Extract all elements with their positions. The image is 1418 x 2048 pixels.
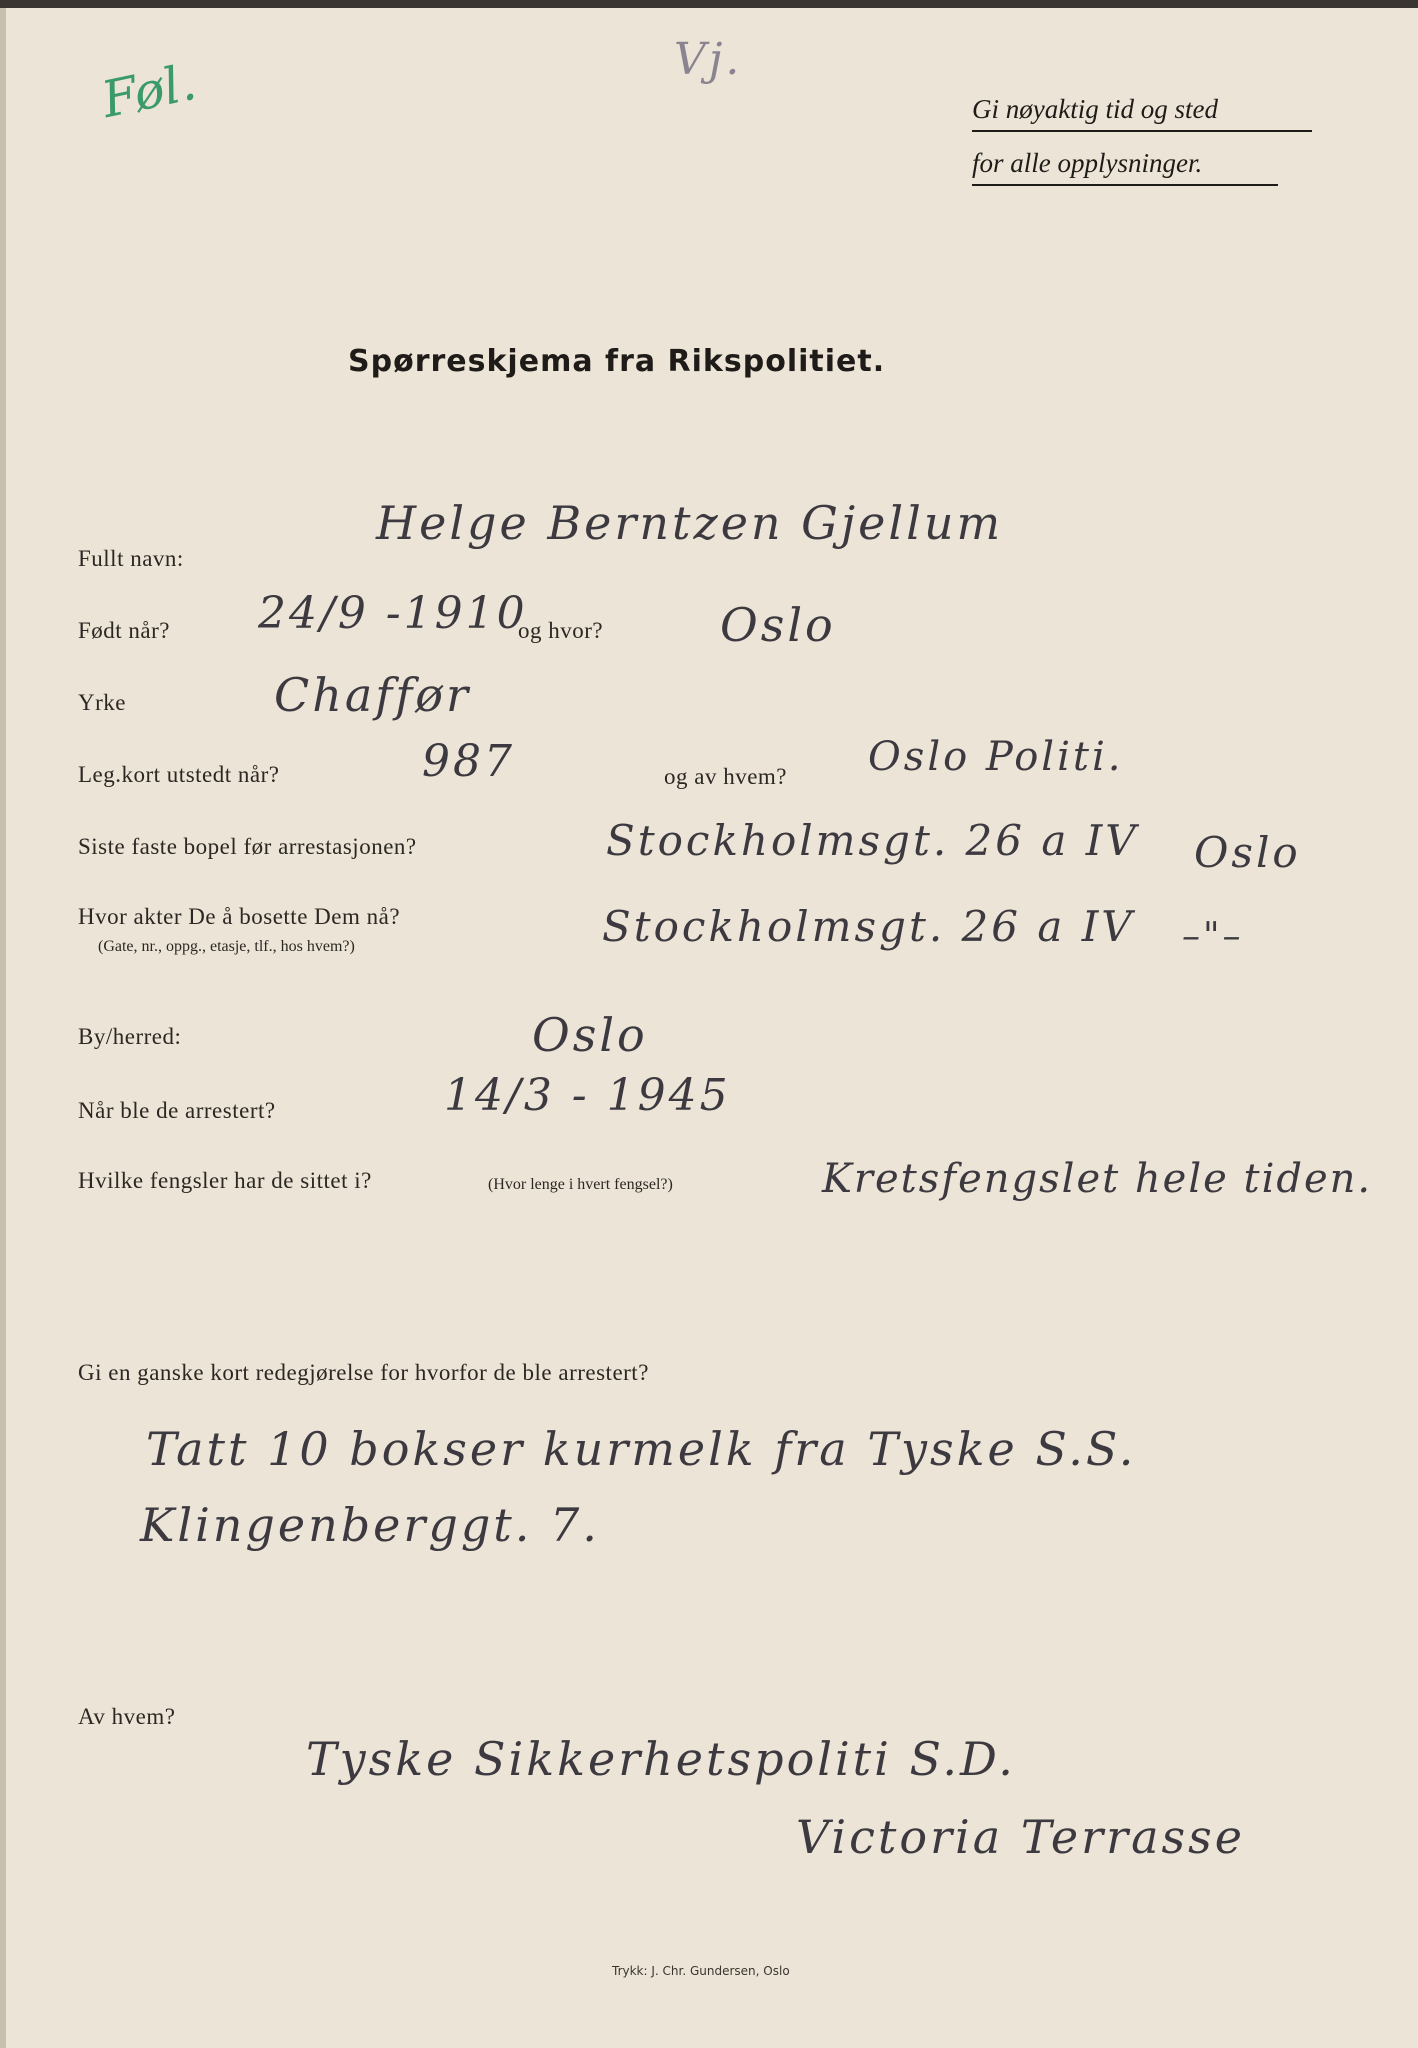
municipality-label: By/herred: xyxy=(78,1024,182,1049)
notice-underline-2 xyxy=(972,184,1278,186)
intended-residence-sublabel: (Gate, nr., oppg., etasje, tlf., hos hvem?) xyxy=(98,938,355,955)
notice-underline-1 xyxy=(972,130,1312,132)
notice-line-2: for alle opplysninger. xyxy=(972,148,1203,178)
id-card-issuer-value: Oslo Politi. xyxy=(868,734,1124,780)
pencil-initial-mark: Vj. xyxy=(674,34,743,85)
form-title: Spørreskjema fra Rikspolitiet. xyxy=(348,344,886,379)
prisons-sublabel: (Hvor lenge i hvert fengsel?) xyxy=(488,1176,673,1193)
full-name-label: Fullt navn: xyxy=(78,546,184,571)
intended-residence-value: Stockholmsgt. 26 a IV xyxy=(602,902,1135,951)
id-card-issued-value: 987 xyxy=(422,736,515,787)
arrested-by-label: Av hvem? xyxy=(78,1704,176,1729)
questionnaire-page xyxy=(0,8,1418,2048)
born-when-label: Født når? xyxy=(78,618,171,643)
top-edge xyxy=(0,0,1418,8)
arrest-reason-label: Gi en ganske kort redegjørelse for hvorfor de ble arrestert? xyxy=(78,1360,649,1385)
intended-residence-ditto: –"– xyxy=(1182,916,1244,957)
arrested-by-line-1: Tyske Sikkerhetspoliti S.D. xyxy=(306,1732,1016,1786)
notice-line-1: Gi nøyaktig tid og sted xyxy=(972,94,1218,124)
id-card-issuer-label: og av hvem? xyxy=(664,764,788,789)
prisons-value: Kretsfengslet hele tiden. xyxy=(822,1156,1373,1202)
last-residence-label: Siste faste bopel før arrestasjonen? xyxy=(78,834,417,859)
arrest-reason-line-1: Tatt 10 bokser kurmelk fra Tyske S.S. xyxy=(146,1422,1137,1476)
born-when-value: 24/9 -1910 xyxy=(258,588,528,639)
full-name-value: Helge Berntzen Gjellum xyxy=(376,496,1004,550)
last-residence-value: Stockholmsgt. 26 a IV xyxy=(606,816,1139,865)
arrest-date-label: Når ble de arrestert? xyxy=(78,1098,276,1123)
occupation-value: Chaffør xyxy=(274,668,471,722)
born-where-value: Oslo xyxy=(720,598,836,652)
occupation-label: Yrke xyxy=(78,690,126,715)
intended-residence-label: Hvor akter De å bosette Dem nå? xyxy=(78,904,401,929)
municipality-value: Oslo xyxy=(532,1008,648,1062)
arrest-reason-line-2: Klingenberggt. 7. xyxy=(140,1498,600,1552)
printer-imprint: Trykk: J. Chr. Gundersen, Oslo xyxy=(612,1964,790,1978)
green-initial-mark: Føl. xyxy=(96,52,201,130)
prisons-label: Hvilke fengsler har de sittet i? xyxy=(78,1168,372,1193)
arrested-by-line-2: Victoria Terrasse xyxy=(796,1810,1245,1864)
last-residence-city: Oslo xyxy=(1194,828,1301,877)
born-where-label: og hvor? xyxy=(518,618,604,643)
id-card-issued-label: Leg.kort utstedt når? xyxy=(78,762,280,787)
arrest-date-value: 14/3 - 1945 xyxy=(444,1070,731,1121)
